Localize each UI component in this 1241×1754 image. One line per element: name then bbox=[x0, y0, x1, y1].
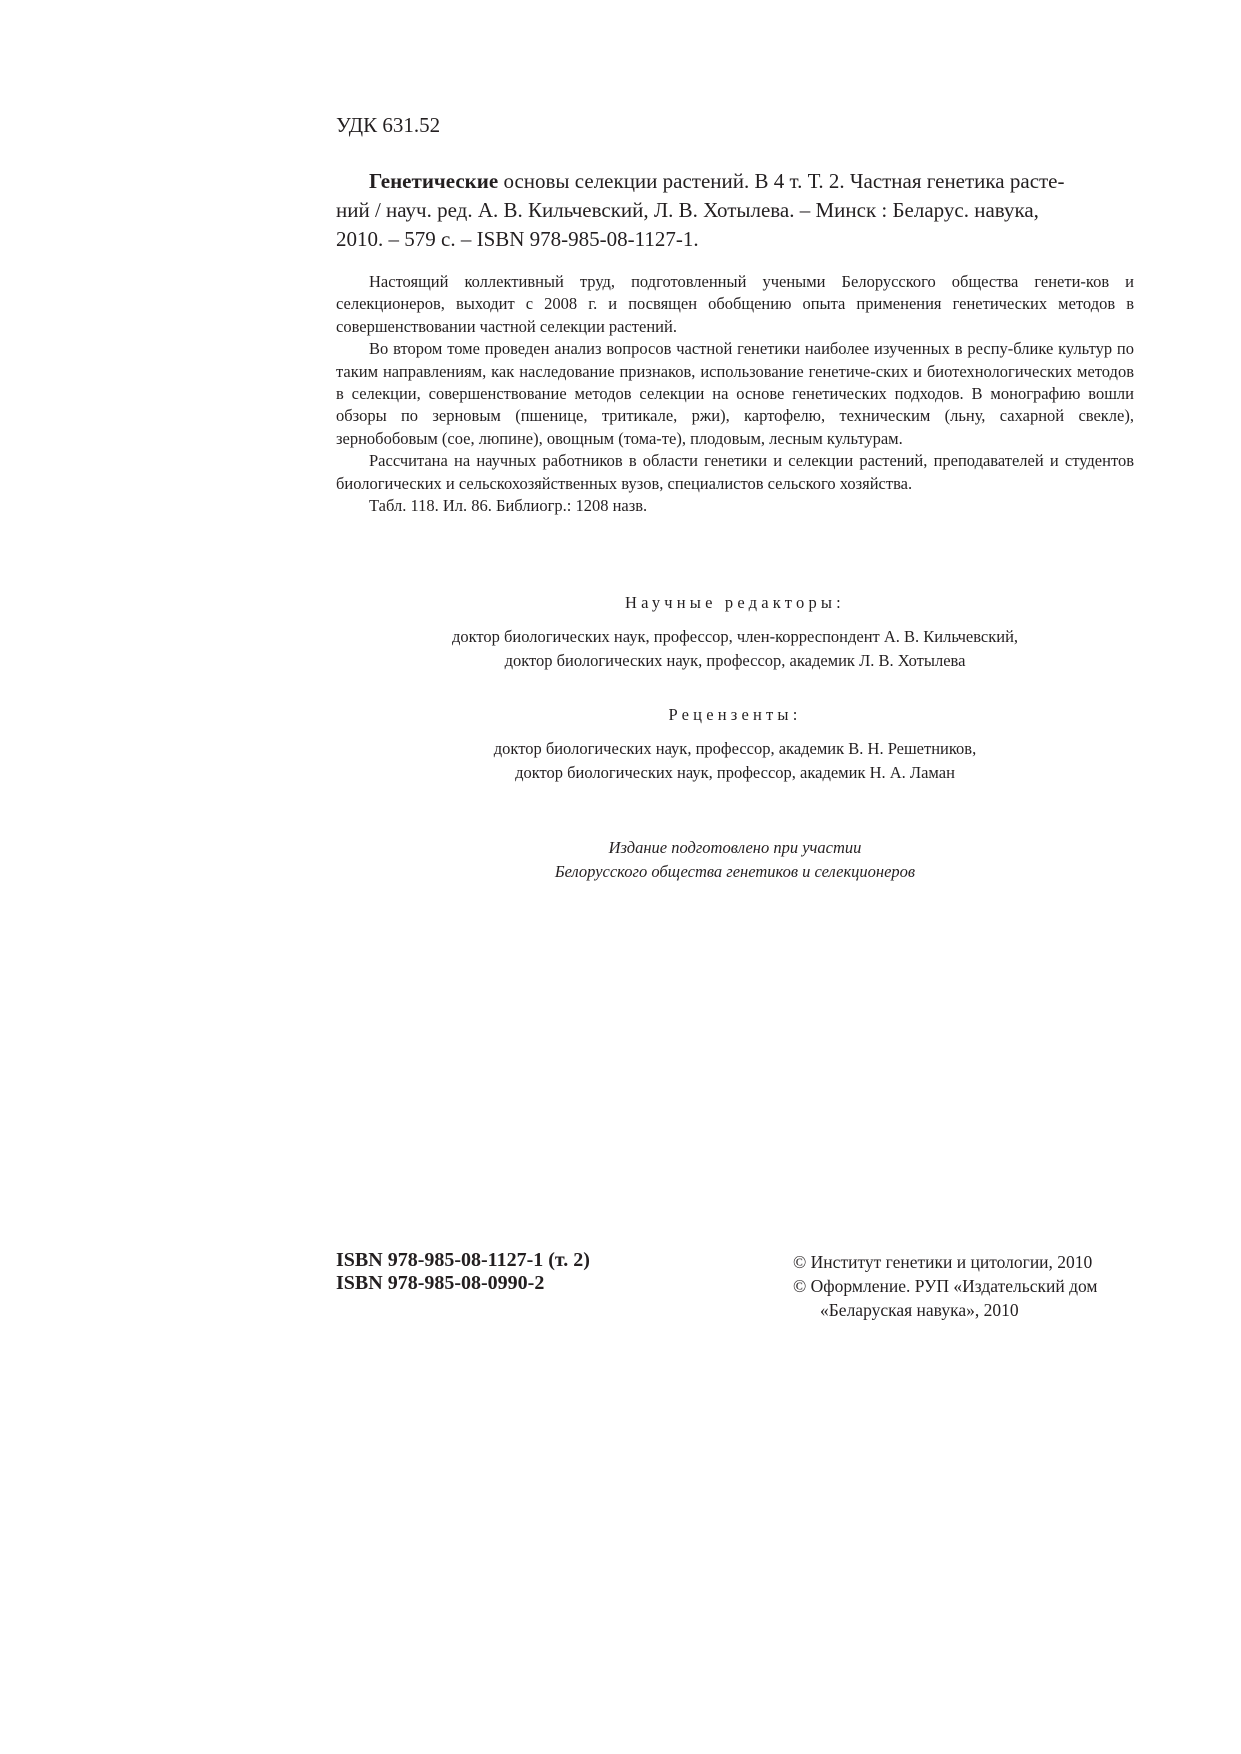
copyright-line-3: «Беларуская навука», 2010 bbox=[820, 1300, 1019, 1320]
bibliographic-line-1 bbox=[336, 167, 1134, 196]
abstract bbox=[336, 271, 1134, 517]
title-rest: основы селекции растений. В 4 т. Т. 2. Частная генетика расте- bbox=[498, 169, 1065, 193]
isbn-set: ISBN 978-985-08-0990-2 bbox=[336, 1272, 545, 1294]
editor-line: доктор биологических наук, профессор, академик Л. В. Хотылева bbox=[504, 651, 966, 670]
publication-note bbox=[300, 836, 1170, 884]
copyright-block bbox=[793, 1250, 1098, 1322]
isbn-block bbox=[336, 1249, 590, 1295]
reviewers-list bbox=[300, 737, 1170, 785]
editors-list bbox=[300, 625, 1170, 673]
bibliographic-record bbox=[336, 167, 1134, 254]
reviewer-line: доктор биологических наук, профессор, академик В. Н. Решетников, bbox=[493, 739, 977, 758]
note-line-2: Белорусского общества генетиков и селекционеров bbox=[554, 862, 916, 881]
reviewer-line: доктор биологических наук, профессор, академик Н. А. Ламан bbox=[515, 763, 955, 782]
abstract-paragraph: Во втором томе проведен анализ вопросов частной генетики наиболее изученных в респу-блике культур по таким направлениям, как наследование признаков, использование генетиче-ских и биотехнологических методов в селекции, совершенствование методов селекции на основе генетических подходов. В монографию вошли обзоры по зерновым (пшенице, тритикале, ржи), картофелю, техническим (льну, сахарной свекле), зернобобовым (сое, люпине), овощным (тома-те), плодовым, лесным культурам. bbox=[336, 339, 1134, 448]
editor-line: доктор биологических наук, профессор, член-корреспондент А. В. Кильчевский, bbox=[451, 627, 1019, 646]
copyright-line-2: © Оформление. РУП «Издательский дом bbox=[793, 1276, 1098, 1296]
title-bold-word: Генетические bbox=[369, 169, 499, 193]
editors-heading: Научные редакторы: bbox=[625, 593, 845, 612]
reviewers-heading: Рецензенты: bbox=[668, 705, 802, 724]
isbn-volume: ISBN 978-985-08-1127-1 (т. 2) bbox=[336, 1249, 590, 1271]
bibliographic-line-3: 2010. – 579 с. – ISBN 978-985-08-1127-1. bbox=[336, 227, 699, 251]
udk-code: УДК 631.52 bbox=[336, 113, 441, 137]
abstract-paragraph: Настоящий коллективный труд, подготовленный учеными Белорусского общества генети-ков и селекционеров, выходит с 2008 г. и посвящен обобщению опыта применения генетических методов в совершенствовании частной селекции растений. bbox=[336, 272, 1134, 336]
copyright-line-1: © Институт генетики и цитологии, 2010 bbox=[793, 1252, 1093, 1272]
note-line-1: Издание подготовлено при участии bbox=[608, 838, 862, 857]
abstract-paragraph: Рассчитана на научных работников в области генетики и селекции растений, преподавателей и студентов биологических и сельскохозяйственных вузов, специалистов сельского хозяйства. bbox=[336, 451, 1134, 493]
bibliographic-line-2: ний / науч. ред. А. В. Кильчевский, Л. В. Хотылева. – Минск : Беларус. навука, bbox=[336, 198, 1039, 222]
abstract-stats: Табл. 118. Ил. 86. Библиогр.: 1208 назв. bbox=[369, 496, 648, 516]
